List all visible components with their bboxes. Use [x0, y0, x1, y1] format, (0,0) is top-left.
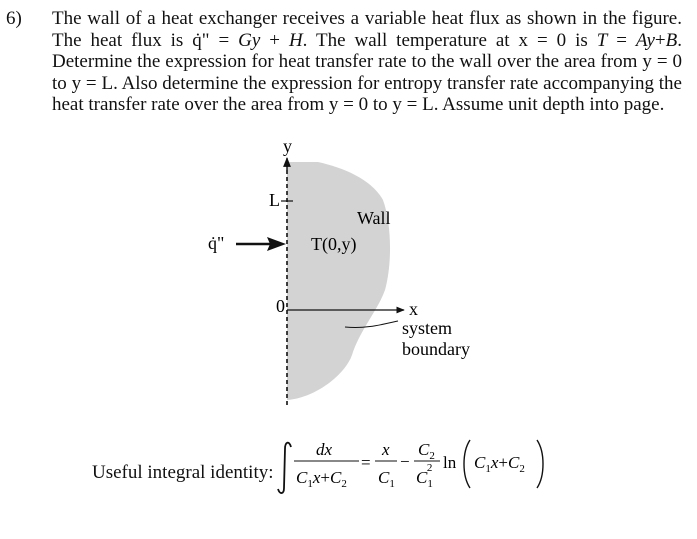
qdot-symbol: q̇ [192, 29, 202, 51]
boundary-label-line-2: boundary [402, 339, 470, 359]
statement-text: " = [201, 29, 239, 51]
wall-label: Wall [357, 208, 391, 228]
equals-sign: = [361, 453, 371, 472]
log-argument: $C_1x+C_2$ [474, 453, 525, 475]
statement-text: The heat flux is [52, 29, 193, 51]
minus-sign: − [400, 452, 410, 471]
statement-text: The wall of a heat exchanger receives a variable heat flux as shown in the figure. [52, 8, 682, 29]
integral-sign [278, 443, 291, 493]
problem-number: 6) [6, 8, 22, 29]
math-term: B [665, 29, 678, 51]
math-term: Ay [635, 29, 655, 51]
y-axis-label: y [283, 136, 292, 156]
statement-text: to y = L. Also determine the expression for entropy transfer rate accompanying the [52, 72, 682, 94]
L-label: L [269, 190, 280, 210]
statement-text: . [677, 29, 682, 51]
origin-label: 0 [276, 296, 285, 316]
math-term: H [288, 29, 303, 51]
heat-flux-label: q̇" [208, 233, 225, 253]
right-paren [537, 440, 543, 488]
term1-numerator: x [382, 440, 390, 459]
temperature-label: T(0,y) [311, 234, 357, 254]
math-term: T [596, 29, 608, 51]
x-axis-label: x [409, 299, 418, 319]
statement-text: + [260, 29, 289, 51]
term2-numerator: $C_2$ [418, 440, 435, 462]
term2-denominator: $C_12$ [416, 462, 433, 490]
integrand-denominator: $C_1x+C_2$ [296, 468, 347, 490]
statement-text: = [607, 29, 636, 51]
math-term: Gy [238, 29, 261, 51]
integral-identity-label: Useful integral identity: [92, 462, 274, 483]
ln-function: ln [443, 453, 457, 472]
statement-text: heat transfer rate over the area from y = 0 to y = L. Assume unit depth into page. [52, 94, 665, 116]
statement-text: . The wall temperature at x = 0 is [302, 29, 597, 51]
term1-denominator: $C_1$ [378, 468, 395, 490]
integrand-numerator: dx [316, 440, 333, 459]
boundary-label-line-1: system [402, 318, 453, 338]
statement-text: Determine the expression for heat transfer rate to the wall over the area from y = 0 [52, 51, 682, 73]
statement-text: + [654, 29, 666, 51]
left-paren [464, 440, 470, 488]
